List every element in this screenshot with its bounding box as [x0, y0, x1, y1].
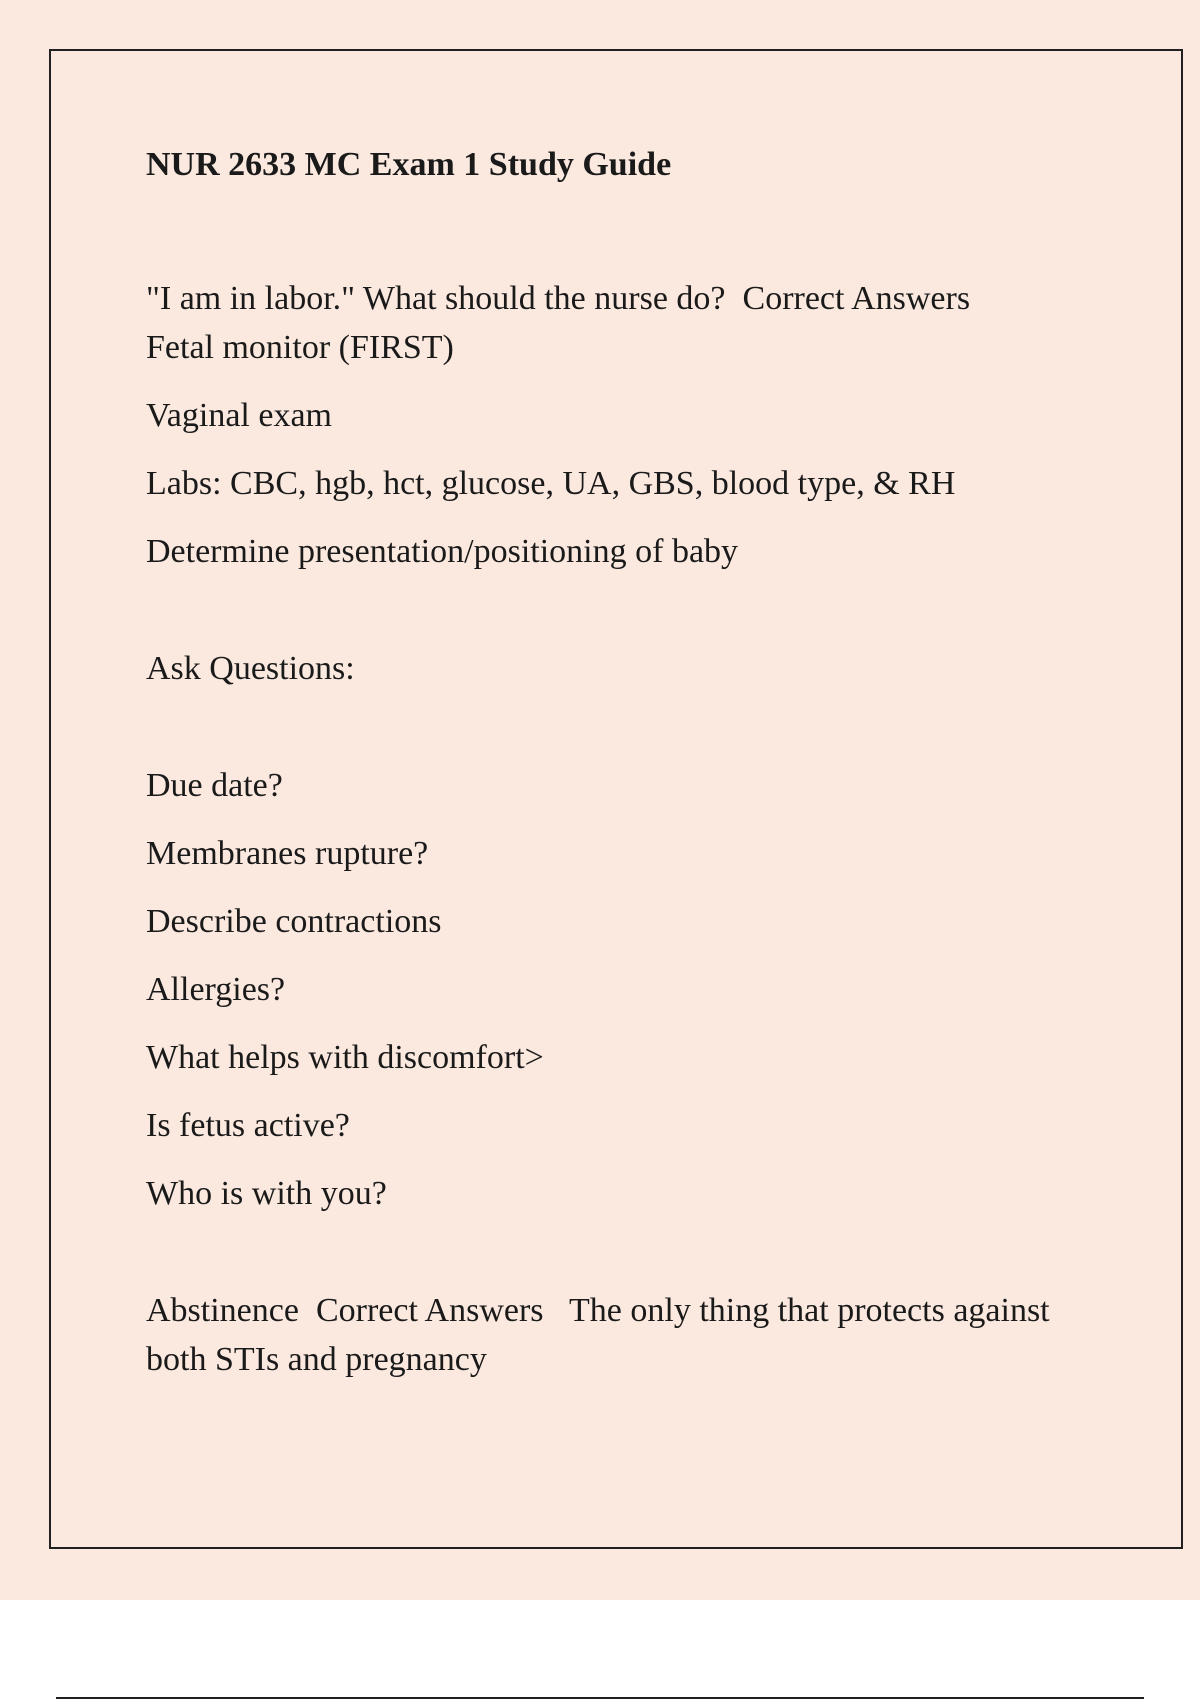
list-item: Due date?: [146, 767, 283, 804]
list-item: Membranes rupture?: [146, 835, 429, 872]
q1-paragraph: [146, 274, 1106, 372]
list-item: Vaginal exam: [146, 397, 332, 434]
q1-question: "I am in labor." What should the nurse do?: [146, 280, 726, 317]
page-divider: [56, 1697, 1144, 1699]
q2-term: Abstinence: [146, 1292, 299, 1329]
document-body: [146, 140, 1106, 1403]
q2-paragraph: [146, 1286, 1106, 1384]
list-item: Allergies?: [146, 971, 286, 1008]
list-item: Who is with you?: [146, 1175, 387, 1212]
q1-answer-label: Correct Answers: [742, 280, 971, 317]
list-item: Determine presentation/positioning of baby: [146, 533, 739, 570]
list-item: Is fetus active?: [146, 1107, 350, 1144]
list-item: What helps with discomfort>: [146, 1039, 544, 1076]
list-item: Describe contractions: [146, 903, 442, 940]
q2-answer-label: Correct Answers: [315, 1292, 544, 1329]
ask-questions-heading: Ask Questions:: [146, 650, 355, 687]
document-title: NUR 2633 MC Exam 1 Study Guide: [146, 146, 672, 183]
q2-answer: The only thing that protects against both STIs and pregnancy: [146, 1292, 1050, 1378]
list-item: Labs: CBC, hgb, hct, glucose, UA, GBS, blood type, & RH: [146, 465, 956, 502]
q1-answer-first: Fetal monitor (FIRST): [146, 329, 454, 366]
